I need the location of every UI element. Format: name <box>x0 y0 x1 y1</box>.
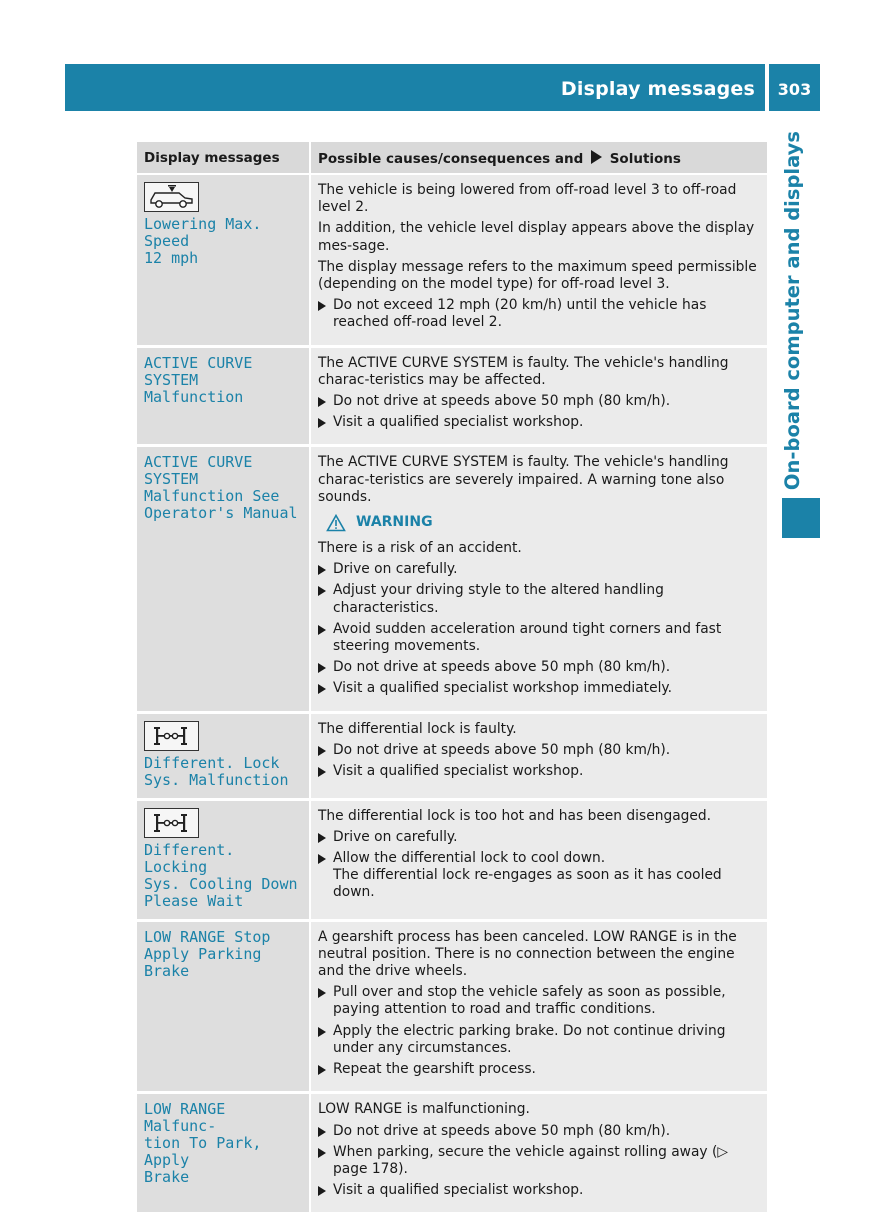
solution-step <box>318 621 761 655</box>
solution-step <box>318 1061 761 1078</box>
solution-step-text: Repeat the gearshift process. <box>333 1061 536 1078</box>
solution-step-text: Drive on carefully. <box>333 561 458 578</box>
solution-step-text: Do not exceed 12 mph (20 km/h) until the vehicle has reached off-road level 2. <box>333 297 707 331</box>
warning-label: WARNING <box>356 514 433 531</box>
display-message-text: Different. Locking Sys. Cooling Down Please Wait <box>144 840 298 910</box>
bullet-arrow-icon <box>318 1027 326 1037</box>
solution-arrow-icon <box>591 150 602 164</box>
solution-step-text: Do not drive at speeds above 50 mph (80 km/h). <box>333 741 671 758</box>
display-messages-table <box>137 142 767 1215</box>
cause-text: The ACTIVE CURVE SYSTEM is faulty. The vehicle's handling charac-teristics are severely impaired. A warning tone also sounds. <box>318 454 729 505</box>
solution-step-text: Visit a qualified specialist workshop immediately. <box>333 680 672 697</box>
solution-step <box>318 984 761 1018</box>
bullet-arrow-icon <box>318 397 326 407</box>
cause-text: In addition, the vehicle level display appears above the display mes-sage. <box>318 220 755 254</box>
bullet-arrow-icon <box>318 854 326 864</box>
solution-step-text: Visit a qualified specialist workshop. <box>333 763 584 780</box>
bullet-arrow-icon <box>318 418 326 428</box>
solution-step <box>318 393 761 410</box>
bullet-arrow-icon <box>318 625 326 635</box>
solution-step-text: Do not drive at speeds above 50 mph (80 km/h). <box>333 659 671 676</box>
bullet-arrow-icon <box>318 684 326 694</box>
solution-step <box>318 297 761 331</box>
solution-step-text: When parking, secure the vehicle against rolling away (▷ page 178). <box>333 1143 728 1177</box>
message-cell <box>137 1093 310 1214</box>
solution-step <box>318 850 761 902</box>
bullet-arrow-icon <box>318 586 326 596</box>
cause-text: There is a risk of an accident. <box>318 540 522 557</box>
display-message-text: Different. Lock Sys. Malfunction <box>144 753 289 789</box>
differential-lock-icon <box>144 808 199 838</box>
solution-step-text: Avoid sudden acceleration around tight corners and fast steering movements. <box>333 620 722 655</box>
solution-step <box>318 1123 761 1140</box>
differential-lock-icon <box>144 721 199 751</box>
cause-text: The differential lock is faulty. <box>318 720 517 737</box>
bullet-arrow-icon <box>318 301 326 311</box>
section-label-text: On-board computer and displays <box>780 130 804 490</box>
solution-step-text: Drive on carefully. <box>333 828 458 845</box>
solution-step-text: Allow the differential lock to cool down. <box>333 850 606 867</box>
message-cell <box>137 174 310 346</box>
bullet-arrow-icon <box>318 565 326 575</box>
cause-text: The display message refers to the maximum speed permissible (depending on the model type) for off-road level 3. <box>318 258 757 293</box>
display-message-text: LOW RANGE Malfunc- tion To Park, Apply Brake <box>144 1100 262 1187</box>
cause-text: The differential lock is too hot and has been disengaged. <box>318 807 712 824</box>
section-side-label <box>774 130 810 490</box>
causes-cell <box>310 346 767 446</box>
warning-triangle-icon <box>326 514 346 532</box>
page-number-box <box>769 64 820 111</box>
table-row <box>137 446 767 712</box>
bullet-arrow-icon <box>318 767 326 777</box>
causes-cell <box>310 174 767 346</box>
bullet-arrow-icon <box>318 663 326 673</box>
solution-step <box>318 1182 761 1199</box>
solution-step <box>318 763 761 780</box>
table-row <box>137 174 767 346</box>
table-row <box>137 712 767 799</box>
table-header-row <box>137 142 767 174</box>
cause-text: A gearshift process has been canceled. LOW RANGE is in the neutral position. There is no connection between the engine and the drive wheels. <box>318 928 737 980</box>
page-title: Display messages <box>560 78 755 100</box>
solution-step-text: Apply the electric parking brake. Do not continue driving under any circumstances. <box>333 1022 726 1056</box>
causes-cell <box>310 446 767 712</box>
solution-step-detail: The differential lock re-engages as soon as it has cooled down. <box>333 867 722 901</box>
bullet-arrow-icon <box>318 988 326 998</box>
table-row <box>137 920 767 1093</box>
page-number: 303 <box>777 80 812 99</box>
solution-step <box>318 680 761 697</box>
solution-step <box>318 561 761 578</box>
message-cell <box>137 446 310 712</box>
message-cell <box>137 799 310 920</box>
header-bar <box>65 64 765 111</box>
display-message-text: ACTIVE CURVE SYSTEM Malfunction See Operator's Manual <box>144 453 298 523</box>
column-header-causes <box>310 142 767 174</box>
table-row <box>137 799 767 920</box>
warning-heading <box>326 514 761 532</box>
bullet-arrow-icon <box>318 1186 326 1196</box>
vehicle-lowering-icon <box>144 182 199 212</box>
message-cell <box>137 346 310 446</box>
causes-cell <box>310 799 767 920</box>
solution-step <box>318 1023 761 1057</box>
bullet-arrow-icon <box>318 1127 326 1137</box>
cause-text: The vehicle is being lowered from off-road level 3 to off-road level 2. <box>318 182 737 216</box>
table-row <box>137 1093 767 1214</box>
solution-step <box>318 742 761 759</box>
message-cell <box>137 920 310 1093</box>
causes-cell <box>310 920 767 1093</box>
causes-cell <box>310 712 767 799</box>
cause-text: The ACTIVE CURVE SYSTEM is faulty. The vehicle's handling charac-teristics may be affected. <box>318 354 729 388</box>
solution-step <box>318 829 761 846</box>
bullet-arrow-icon <box>318 746 326 756</box>
bullet-arrow-icon <box>318 833 326 843</box>
solution-step-text: Adjust your driving style to the altered handling characteristics. <box>333 582 664 616</box>
column-header-causes-text: Possible causes/consequences and <box>318 150 584 167</box>
cause-text: LOW RANGE is malfunctioning. <box>318 1101 530 1118</box>
solution-step <box>318 659 761 676</box>
display-message-text: ACTIVE CURVE SYSTEM Malfunction <box>144 353 253 406</box>
column-header-display-messages: Display messages <box>137 142 310 174</box>
solution-step-text: Do not drive at speeds above 50 mph (80 km/h). <box>333 1122 671 1139</box>
solution-step <box>318 414 761 431</box>
solution-step-text: Do not drive at speeds above 50 mph (80 km/h). <box>333 393 671 410</box>
message-cell <box>137 712 310 799</box>
causes-cell <box>310 1093 767 1214</box>
solution-step <box>318 582 761 616</box>
section-tab-marker <box>782 498 820 538</box>
table-row <box>137 346 767 446</box>
display-message-text: LOW RANGE Stop Apply Parking Brake <box>144 927 271 980</box>
display-message-text: Lowering Max. Speed 12 mph <box>144 215 262 267</box>
bullet-arrow-icon <box>318 1065 326 1075</box>
bullet-arrow-icon <box>318 1148 326 1158</box>
solution-step-text: Visit a qualified specialist workshop. <box>333 414 584 431</box>
solution-step-text: Pull over and stop the vehicle safely as soon as possible, paying attention to road and traffic conditions. <box>333 984 726 1018</box>
solution-step <box>318 1144 761 1178</box>
column-header-solutions-text: Solutions <box>609 150 681 167</box>
solution-step-text: Visit a qualified specialist workshop. <box>333 1182 584 1199</box>
